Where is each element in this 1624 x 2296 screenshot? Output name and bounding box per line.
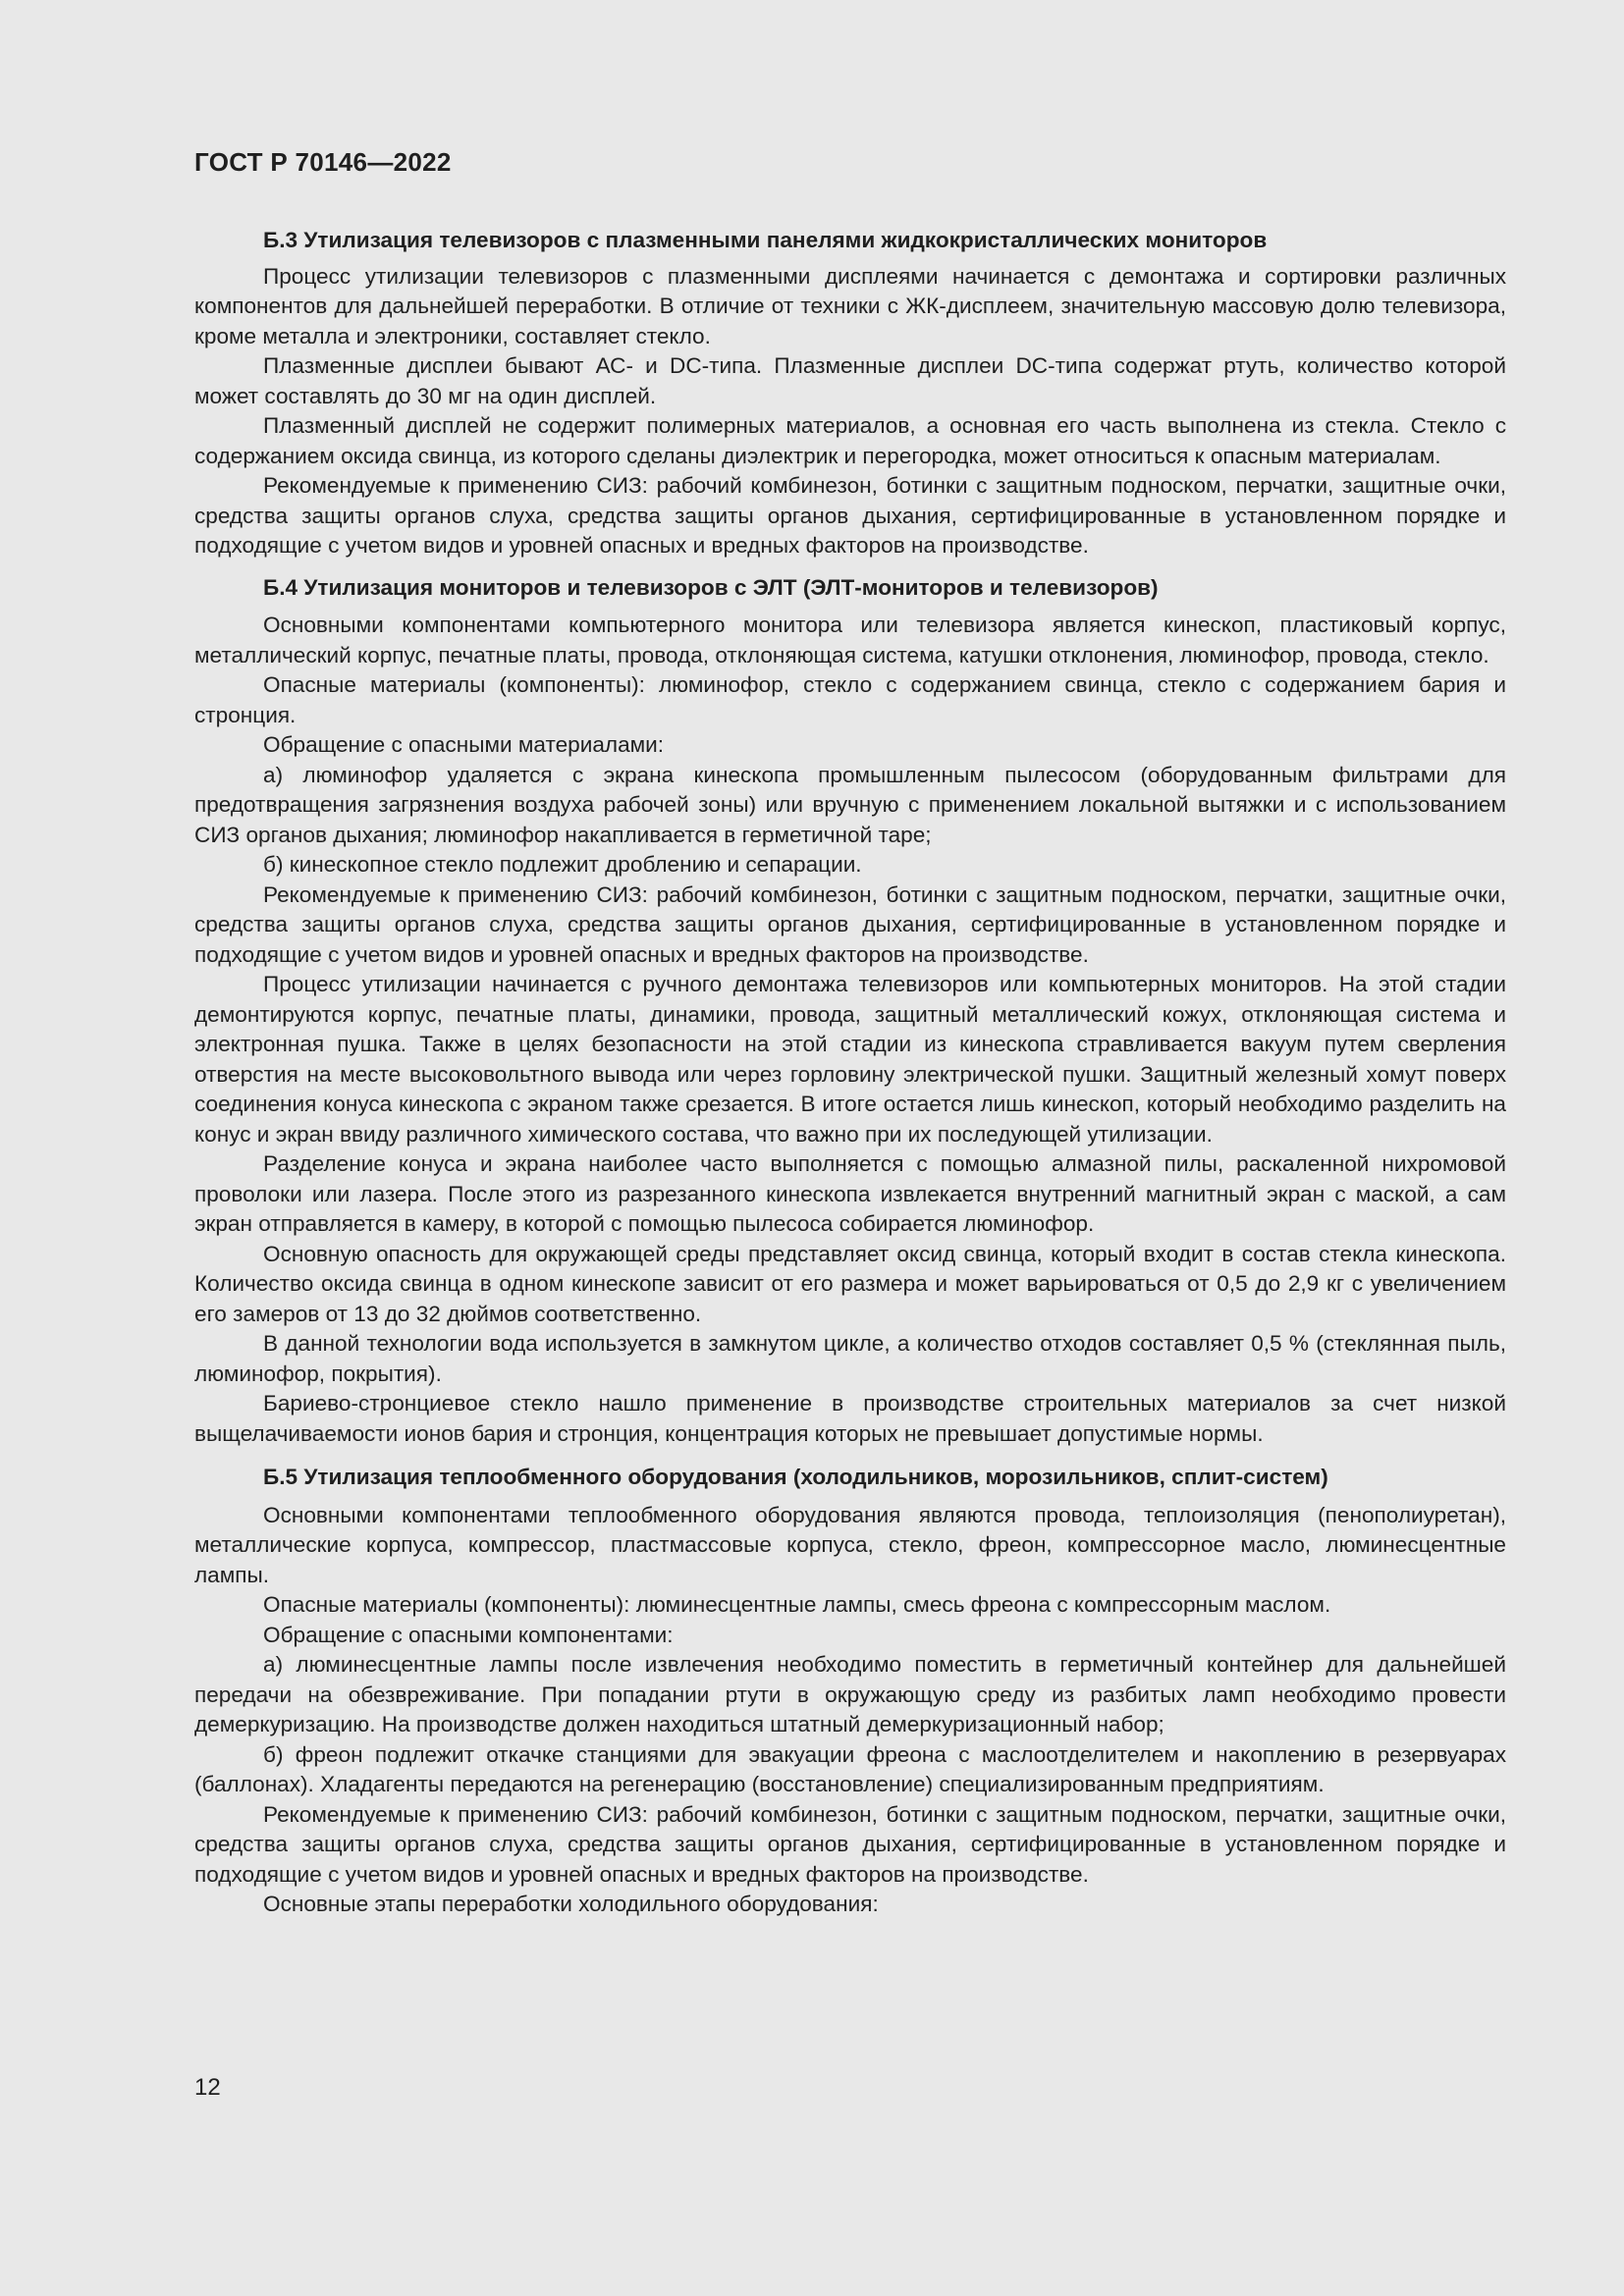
paragraph: Основными компонентами теплообменного оборудования являются провода, теплоизоляция (пенополиуретан), металлические корпуса, компрессор, пластмассовые корпуса, стекло, фреон, компрессорное масло, люминесцентные лампы. <box>194 1502 1506 1587</box>
paragraph: Опасные материалы (компоненты): люминесцентные лампы, смесь фреона с компрессорным маслом. <box>263 1592 1331 1617</box>
paragraph: Бариево-стронциевое стекло нашло применение в производстве строительных материалов за счет низкой выщелачиваемости ионов бария и стронция, концентрация которых не превышает допустимые нормы. <box>194 1391 1506 1446</box>
list-item: а) люминесцентные лампы после извлечения необходимо поместить в герметичный контейнер для дальнейшей передачи на обезвреживание. При попадании ртути в окружающую среду из разбитых ламп необходимо провести демеркуризацию. На производстве должен находиться штатный демеркуризационный набор; <box>194 1652 1506 1736</box>
paragraph: Рекомендуемые к применению СИЗ: рабочий комбинезон, ботинки с защитным подноском, перчатки, защитные очки, средства защиты органов слуха, средства защиты органов дыхания, сертифицированные в установленном порядке и подходящие с учетом видов и уровней опасных и вредных факторов на производстве. <box>194 473 1506 558</box>
paragraph: Разделение конуса и экрана наиболее часто выполняется с помощью алмазной пилы, раскаленной нихромовой проволоки или лазера. После этого из разрезанного кинескопа извлекается внутренний магнитный экран с маской, а сам экран отправляется в камеру, в которой с помощью пылесоса собирается люминофор. <box>194 1151 1506 1236</box>
page-number: 12 <box>194 2074 221 2101</box>
list-item: б) кинескопное стекло подлежит дроблению и сепарации. <box>263 852 862 877</box>
paragraph: Плазменный дисплей не содержит полимерных материалов, а основная его часть выполнена из стекла. Стекло с содержанием оксида свинца, из которого сделаны диэлектрик и перегородка, может относиться к опасным материалам. <box>194 413 1506 468</box>
paragraph: Основные этапы переработки холодильного оборудования: <box>263 1892 879 1916</box>
paragraph: Процесс утилизации начинается с ручного демонтажа телевизоров или компьютерных мониторов. На этой стадии демонтируются корпус, печатные платы, динамики, провода, защитный металлический кожух, отклоняющая система и электронная пушка. Также в целях безопасности на этой стадии из кинескопа стравливается вакуум путем сверления отверстия на месте высоковольтного вывода или через горловину электрической пушки. Защитный железный хомут поверх соединения конуса кинескопа с экраном также срезается. В итоге остается лишь кинескоп, который необходимо разделить на конус и экран ввиду различного химического состава, что важно при их последующей утилизации. <box>194 972 1506 1147</box>
paragraph: Рекомендуемые к применению СИЗ: рабочий комбинезон, ботинки с защитным подноском, перчатки, защитные очки, средства защиты органов слуха, средства защиты органов дыхания, сертифицированные в установленном порядке и подходящие с учетом видов и уровней опасных и вредных факторов на производстве. <box>194 1801 1506 1887</box>
paragraph: Обращение с опасными компонентами: <box>263 1622 674 1647</box>
section-heading-b3: Б.3 Утилизация телевизоров с плазменными панелями жидкокристаллических мониторов <box>263 228 1268 252</box>
paragraph: Основную опасность для окружающей среды представляет оксид свинца, который входит в состав стекла кинескопа. Количество оксида свинца в одном кинескопе зависит от его размера и может варьироваться от 0,5 до 2,9 кг с увеличением его замеров от 13 до 32 дюймов соответственно. <box>194 1241 1506 1326</box>
section-heading-b4: Б.4 Утилизация мониторов и телевизоров с ЭЛТ (ЭЛТ-мониторов и телевизоров) <box>263 574 1159 600</box>
list-item: б) фреон подлежит откачке станциями для эвакуации фреона с маслоотделителем и накоплению в резервуарах (баллонах). Хладагенты передаются на регенерацию (восстановление) специализированным предприятиям. <box>194 1741 1506 1796</box>
paragraph: Рекомендуемые к применению СИЗ: рабочий комбинезон, ботинки с защитным подноском, перчатки, защитные очки, средства защиты органов слуха, средства защиты органов дыхания, сертифицированные в установленном порядке и подходящие с учетом видов и уровней опасных и вредных факторов на производстве. <box>194 881 1506 967</box>
paragraph: Обращение с опасными материалами: <box>263 732 665 757</box>
document-body <box>194 226 1506 1920</box>
paragraph: Опасные материалы (компоненты): люминофор, стекло с содержанием свинца, стекло с содержанием бария и стронция. <box>194 672 1506 727</box>
section-heading-b5: Б.5 Утилизация теплообменного оборудования (холодильников, морозильников, сплит-систем) <box>263 1465 1328 1489</box>
paragraph: Плазменные дисплеи бывают АС- и DC-типа. Плазменные дисплеи DC-типа содержат ртуть, количество которой может составлять до 30 мг на один дисплей. <box>194 353 1506 408</box>
paragraph: Основными компонентами компьютерного монитора или телевизора является кинескоп, пластиковый корпус, металлический корпус, печатные платы, провода, отклоняющая система, катушки отклонения, люминофор, провода, стекло. <box>194 613 1506 667</box>
paragraph: В данной технологии вода используется в замкнутом цикле, а количество отходов составляет 0,5 % (стеклянная пыль, люминофор, покрытия). <box>194 1331 1506 1386</box>
list-item: а) люминофор удаляется с экрана кинескопа промышленным пылесосом (оборудованным фильтрами для предотвращения загрязнения воздуха рабочей зоны) или вручную с применением локальной вытяжки и с использованием СИЗ органов дыхания; люминофор накапливается в герметичной таре; <box>194 762 1506 847</box>
paragraph: Процесс утилизации телевизоров с плазменными дисплеями начинается с демонтажа и сортировки различных компонентов для дальнейшей переработки. В отличие от техники с ЖК-дисплеем, значительную массовую долю телевизора, кроме металла и электроники, составляет стекло. <box>194 263 1506 348</box>
document-header: ГОСТ Р 70146—2022 <box>194 147 452 177</box>
